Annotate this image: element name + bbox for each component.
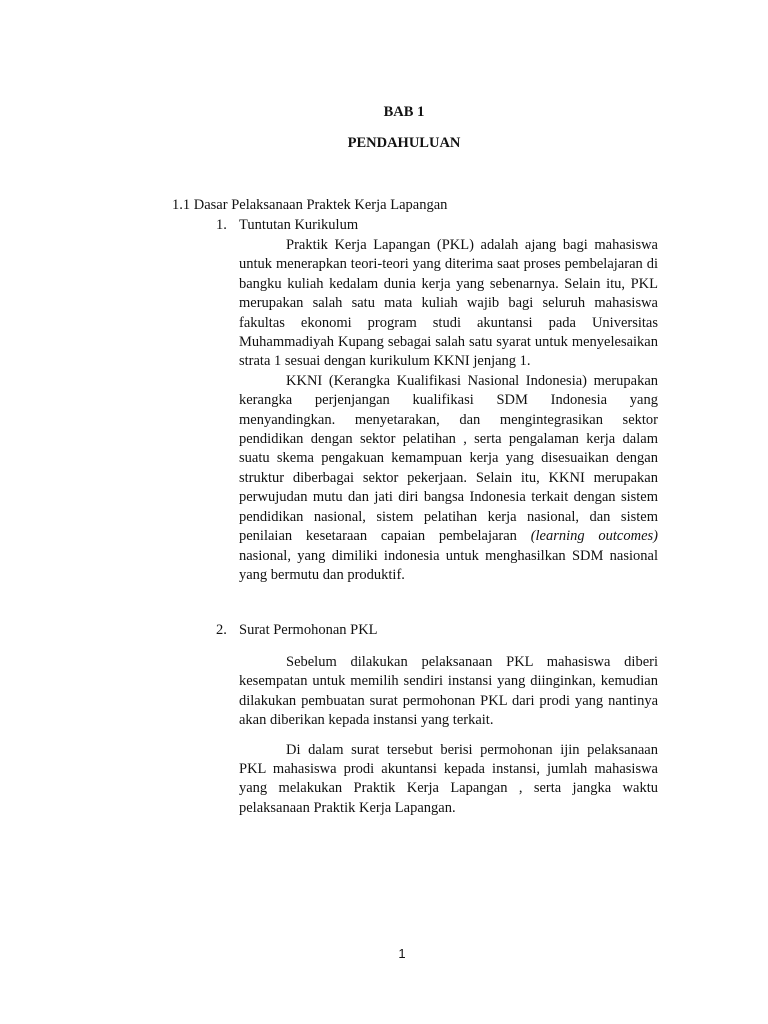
list-number: 2. (216, 622, 227, 638)
paragraph-text: nasional, yang dimiliki indonesia untuk menghasilkan SDM nasional yang bermutu dan produktif. (239, 547, 658, 583)
paragraph: Di dalam surat tersebut berisi permohonan ijin pelaksanaan PKL mahasiswa prodi akuntansi kepada instansi, jumlah mahasiswa yang melakukan Praktik Kerja Lapangan , serta jangka waktu pelaksanaan Praktik Kerja Lapangan. (239, 741, 658, 816)
list-item-surat-permohonan (216, 622, 378, 639)
paragraph-text: KKNI (Kerangka Kualifikasi Nasional Indonesia) merupakan kerangka perjenjangan kualifikasi SDM Indonesia yang menyandingkan. menyetarakan, dan mengintegrasikan sektor pendidikan dengan sektor pelatihan , serta pengalaman kerja dalam suatu skema pengakuan kemampuan kerja yang disesuaikan dengan struktur diberbagai sektor pekerjaan. Selain itu, KKNI merupakan perwujudan mutu dan jati diri bangsa Indonesia terkait dengan sistem pendidikan nasional, sistem pelatihan kerja nasional, dan sistem penilaian kesetaraan capaian pembelajaran (239, 372, 658, 545)
chapter-heading: BAB 1 (383, 104, 425, 120)
body-text-block (239, 236, 658, 585)
section-title: 1.1 Dasar Pelaksanaan Praktek Kerja Lapangan (172, 197, 448, 213)
paragraph: Praktik Kerja Lapangan (PKL) adalah ajang bagi mahasiswa untuk menerapkan teori-teori yang diterima saat proses pembelajaran di bangku kuliah kedalam dunia kerja yang sebenarnya. Selain itu, PKL merupakan salah satu mata kuliah wajib bagi seluruh mahasiswa fakultas ekonomi program studi akuntansi pada Universitas Muhammadiyah Kupang sebagai salah satu syarat untuk menyelesaikan strata 1 sesuai dengan kurikulum KKNI jenjang 1. (239, 237, 658, 370)
paragraph: Sebelum dilakukan pelaksanaan PKL mahasiswa diberi kesempatan untuk memilih sendiri instansi yang diinginkan, kemudian dilakukan pembuatan surat permohonan PKL dari prodi yang nantinya akan diberikan kepada instansi yang terkait. (239, 654, 658, 729)
paragraph (239, 372, 658, 585)
page-number: 1 (398, 946, 406, 961)
list-number: 1. (216, 217, 227, 233)
body-text-block (239, 653, 658, 818)
chapter-title: PENDAHULUAN (347, 135, 461, 151)
italic-term: (learning outcomes) (530, 528, 658, 545)
list-item-tuntutan-kurikulum (216, 217, 358, 234)
list-item-title: Surat Permohonan PKL (239, 622, 378, 638)
list-item-title: Tuntutan Kurikulum (239, 217, 359, 233)
